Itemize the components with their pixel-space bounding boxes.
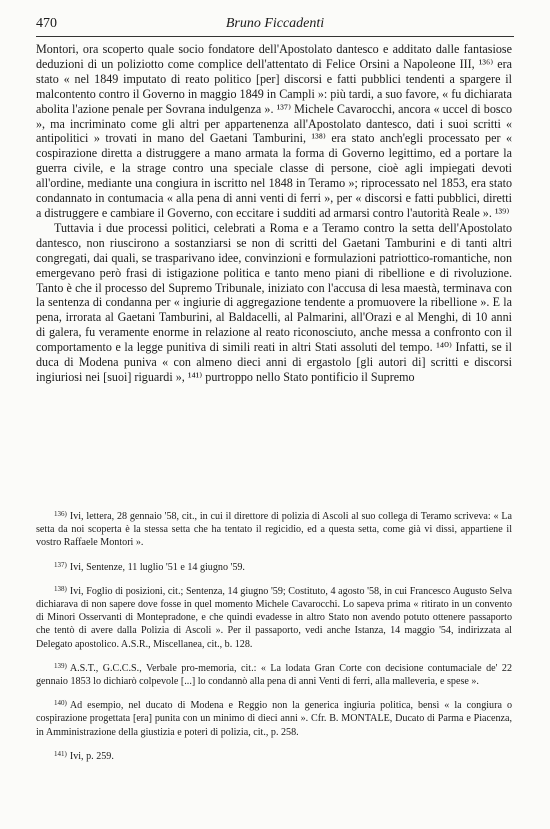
footnote-139 xyxy=(36,660,512,688)
footnote-number: 141) xyxy=(54,749,67,758)
footnote-text: Ivi, p. 259. xyxy=(69,750,114,762)
footnote-number: 140) xyxy=(54,699,67,708)
footnote-136 xyxy=(36,508,512,550)
paragraph-1: Montori, ora scoperto quale socio fondatore dell'Apostolato dantesco e additato dalle fantasiose deduzioni di un poliziotto come complice dell'attentato di Felice Orsini a Napoleone III, ¹³⁶⁾ era stato « nel 1849 imputato di reato politico [per] discorsi e fatti pubblici tendenti a spargere il malcontento contro il Governo in maggio 1849 in Campli »: più tardi, a suo favore, « fu dichiarata abolita l'azione penale per Sovrana indulgenza ». ¹³⁷⁾ Michele Cavarocchi, ancora « uccel di bosco », ma incriminato come gli altri per appartenenza all'Apostolato dantesco, dati i suoi scritti « antipolitici » trovati in mano del Gaetani Tamburini, ¹³⁸⁾ era stato anch'egli processato per « cospirazione diretta a distruggere a mano armata la forma di Governo legittimo, ed a portare la guerra civile, e la strage contro una speciale classe di persone, cioè agli impiegati devoti all'ordine, mediante una congiura in iscritto nel 1848 in Teramo »; riprocessato nel 1853, era stato condannato in contumacia « alla pena di anni venti di ferri », per « discorsi e fatti pubblici, diretti a distruggere e cambiare il Governo, con eccitare i sudditi ad armarsi contro l'autorità Reale ». ¹³⁹⁾ xyxy=(36,42,512,220)
footnote-text: Ivi, Sentenze, 11 luglio '51 e 14 giugno '59. xyxy=(69,561,245,573)
footnote-number: 137) xyxy=(54,560,67,569)
footnote-number: 138) xyxy=(54,584,67,593)
footnote-number: 139) xyxy=(54,661,67,670)
footnote-text: Ivi, Foglio di posizioni, cit.; Sentenza, 14 giugno '59; Costituto, 4 agosto '58, in cui Francesco Augusto Selva dichiarava di non sapere dove fosse in quel momento Michele Cavarocchi. Lo sapeva prima « ritirato in un convento di Minori Osservanti di Montepradone, e che quindi evadesse in altro Stato non avendo potuto ottenere passaporto che tentò di avere dalla Polizia di Ascoli ». Per il passaporto, vedi anche Istanza, 14 maggio '54, indirizzata al Delegato apostolico. A.S.R., Miscellanea, cit., b. 128. xyxy=(36,585,512,650)
footnote-138 xyxy=(36,583,512,651)
footnote-137 xyxy=(36,559,512,574)
footnote-140 xyxy=(36,697,512,739)
footnote-text: Ad esempio, nel ducato di Modena e Reggio non la generica ingiuria politica, bensì « la congiura o cospirazione progettata [era] punita con un minimo di dieci anni ». Cfr. B. MONTALE, Ducato di Parma e Piacenza, in Amministrazione della giustizia e poteri di polizia, cit., p. 258. xyxy=(36,700,512,738)
running-header xyxy=(36,14,514,37)
main-text xyxy=(36,42,512,385)
page-number: 470 xyxy=(36,16,57,31)
footnote-text: A.S.T., G.C.C.S., Verbale pro-memoria, cit.: « La lodata Gran Corte con decisione contumaciale de' 22 gennaio 1853 lo dichiarò colpevole [...] lo condannò alla pena di anni Venti di ferri, alla malleveria, e spese ». xyxy=(36,662,512,688)
footnote-141 xyxy=(36,748,512,763)
paragraph-2: Tuttavia i due processi politici, celebrati a Roma e a Teramo contro la setta dell'Apostolato dantesco, non riuscirono a sostanziarsi se non di scritti del Gaetani Tamburini e di tanti altri congregati, dai quali, se trasparivano idee, convinzioni e formulazioni patriottico-romantiche, non emergevano però frasi di istigazione politica e tanto meno piani di ribellione e di rivoluzione. Tanto è che il processo del Supremo Tribunale, iniziato con l'accusa di lesa maestà, terminava con la sentenza di condanna per « ingiurie di aggregazione tendente a promuovere la ribellione ». E la pena, irrorata al Gaetani Tamburini, al Baldacelli, al Palmarini, all'Orazi e al Menghi, di 10 anni di galera, fu veramente enorme in relazione al reato riconosciuto, anche messa a confronto con il comportamento e la legge punitiva di simili reati in altri Stati assoluti del tempo. ¹⁴⁰⁾ Infatti, se il duca di Modena puniva « con almeno dieci anni di ergastolo [gli autori di] scritti e discorsi ingiuriosi nei [suoi] riguardi », ¹⁴¹⁾ purtroppo nello Stato pontificio il Supremo xyxy=(36,220,512,384)
footnote-text: Ivi, lettera, 28 gennaio '58, cit., in cui il direttore di polizia di Ascoli al suo collega di Teramo scriveva: « La setta da noi scoperta è la stessa setta che ha tentato il regicidio, ed a questa setta, come già vi dissi, appartiene il vostro Raffaele Montori ». xyxy=(36,511,512,549)
footnote-number: 136) xyxy=(54,510,67,518)
footnotes xyxy=(36,508,512,772)
running-title: Bruno Ficcadenti xyxy=(225,16,325,31)
